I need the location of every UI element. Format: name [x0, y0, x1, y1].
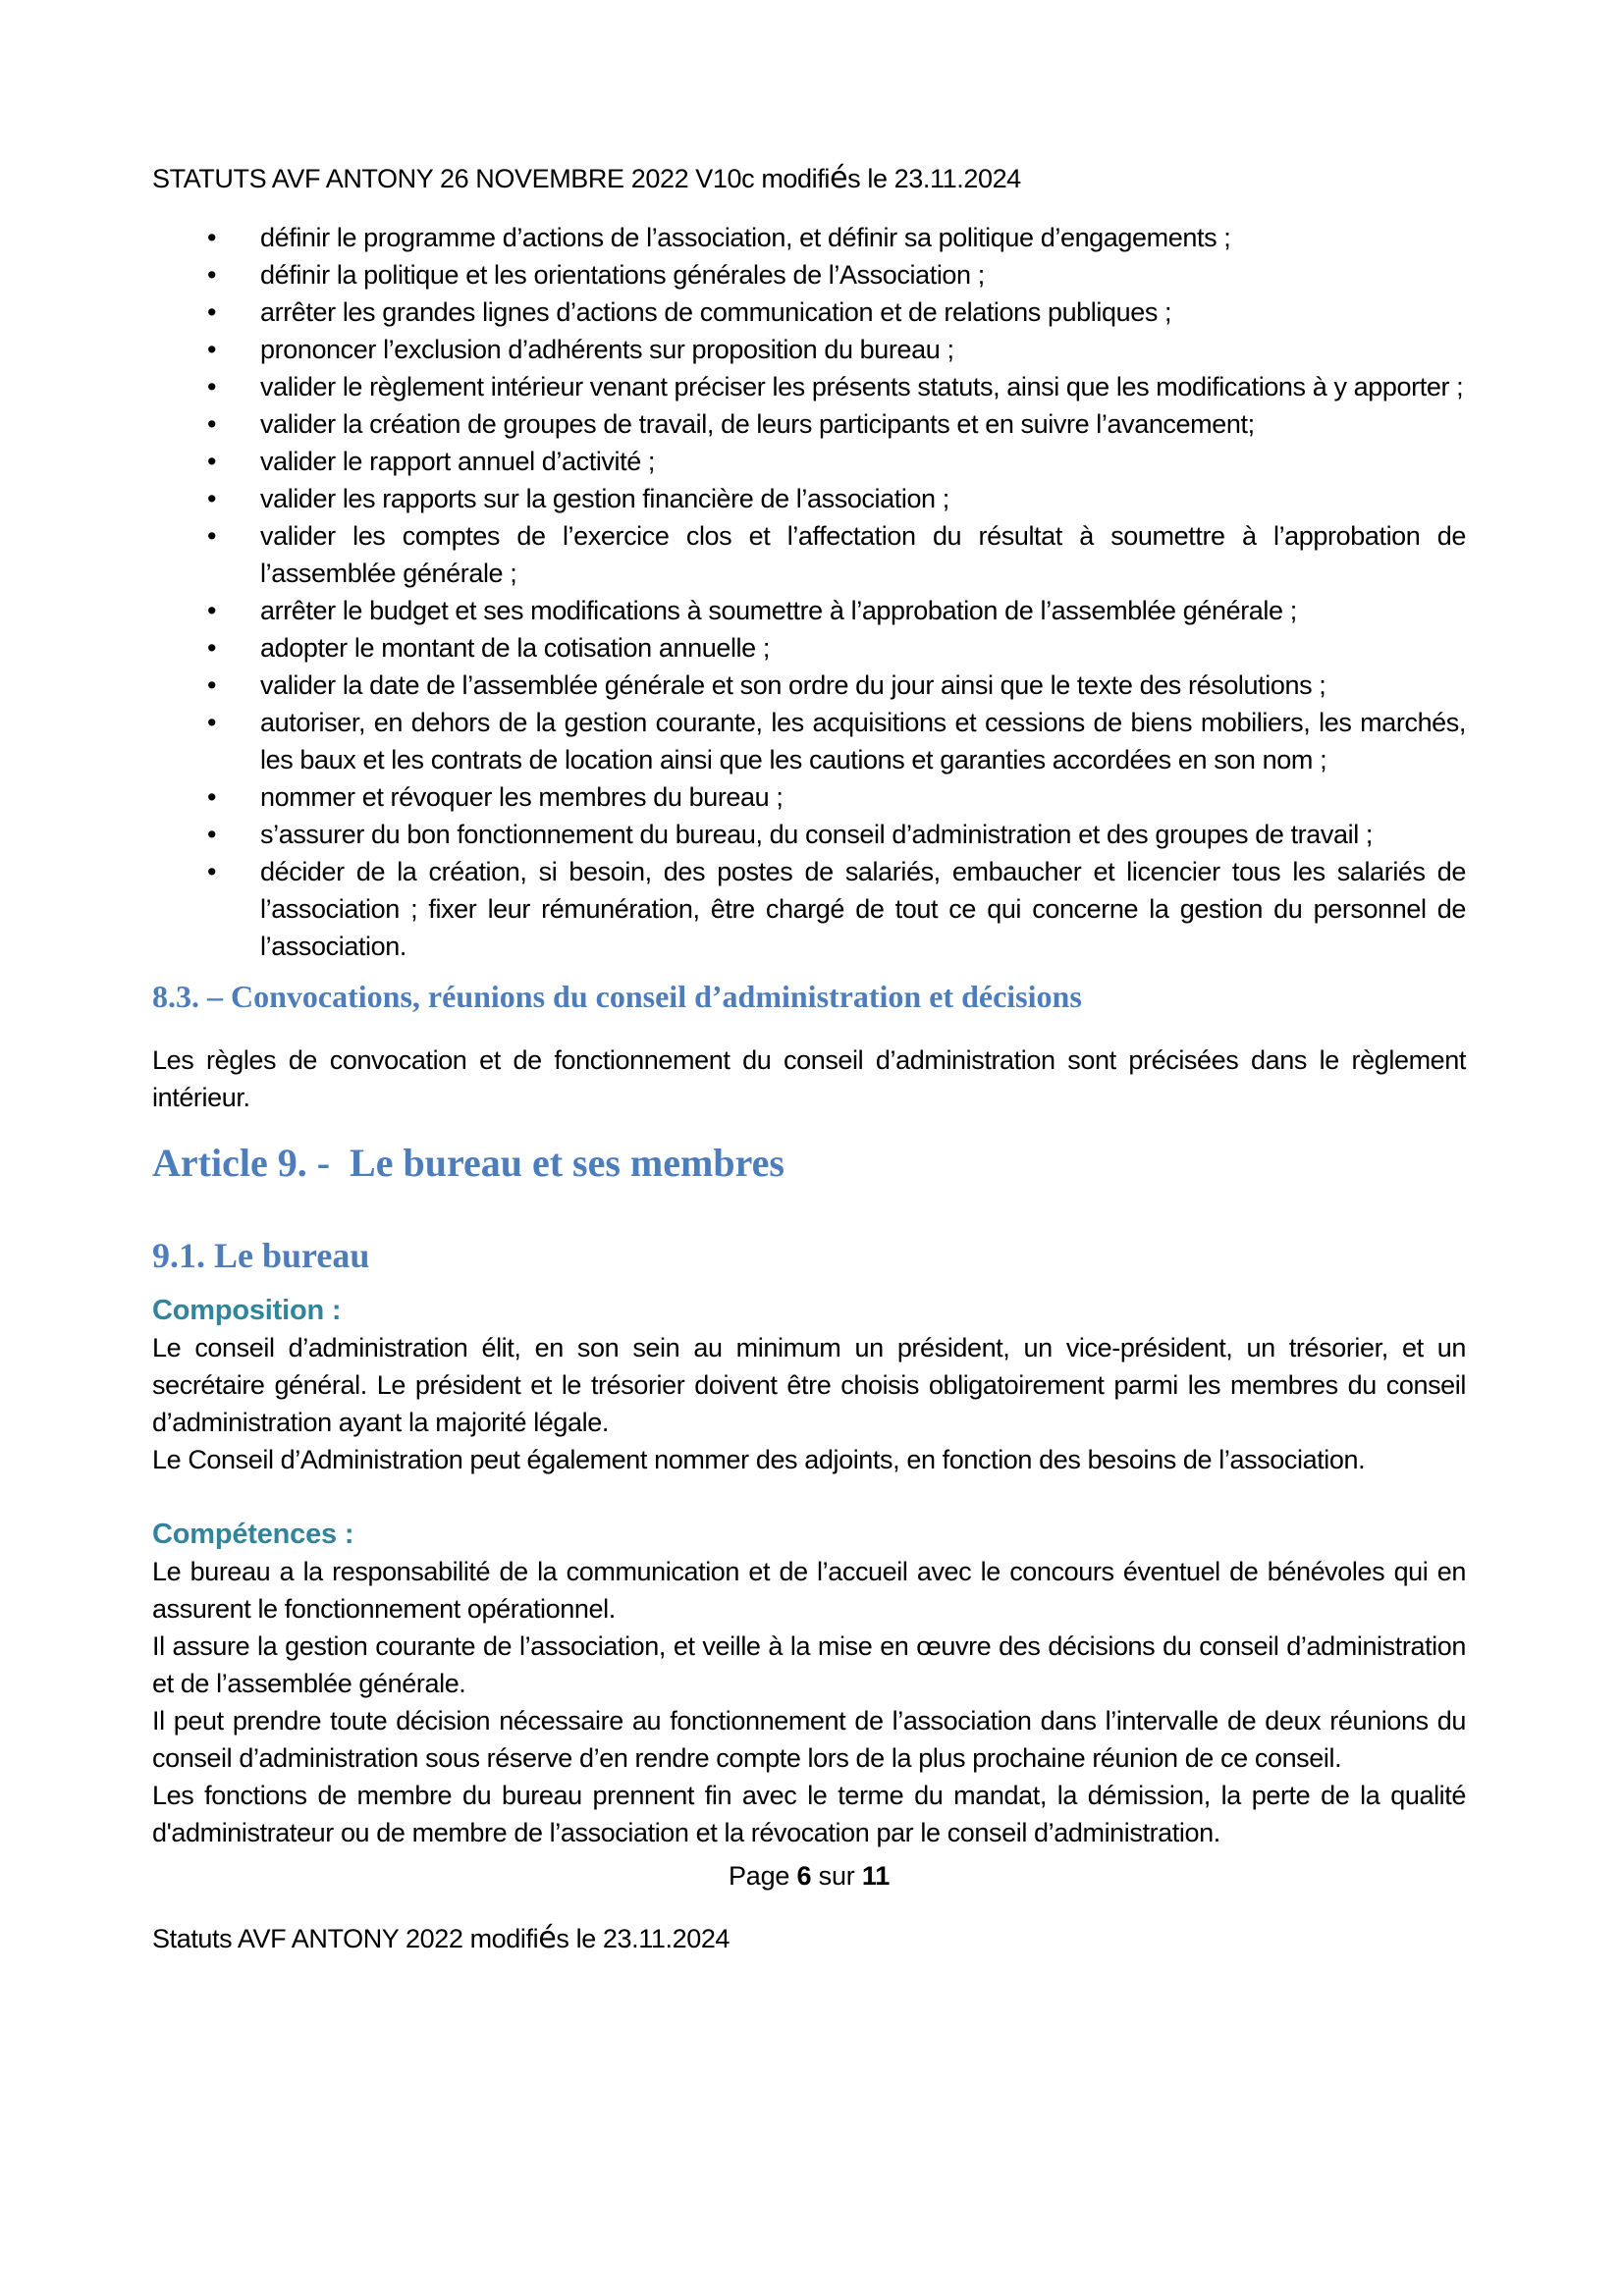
list-item: • arrêter les grandes lignes d’actions de communication et de relations publiques ;	[152, 294, 1466, 331]
document-footer-accent: é	[538, 1921, 557, 1955]
document-header	[152, 160, 1466, 197]
list-item: • définir le programme d’actions de l’association, et définir sa politique d’engagements ;	[152, 219, 1466, 256]
list-item: • valider la création de groupes de travail, de leurs participants et en suivre l’avancement;	[152, 405, 1466, 443]
document-header-text: STATUTS AVF ANTONY 26 NOVEMBRE 2022 V10c modifi	[152, 164, 830, 193]
list-item: • valider les rapports sur la gestion financière de l’association ;	[152, 480, 1466, 517]
list-item: • nommer et révoquer les membres du bureau ;	[152, 778, 1466, 816]
document-header-text-end: s le 23.11.2024	[847, 164, 1021, 193]
list-item: • valider les comptes de l’exercice clos et l’affectation du résultat à soumettre à l’approbation de l’assemblée générale ;	[152, 517, 1466, 592]
section-heading-8-3: 8.3. – Convocations, réunions du conseil d’administration et décisions	[152, 979, 1082, 1014]
page-number	[152, 1857, 1466, 1895]
list-item: • prononcer l’exclusion d’adhérents sur proposition du bureau ;	[152, 331, 1466, 368]
section-heading-9-1: 9.1. Le bureau	[152, 1236, 370, 1275]
competences-label: Compétences :	[152, 1519, 354, 1550]
list-item: • valider la date de l’assemblée générale et son ordre du jour ainsi que le texte des résolutions ;	[152, 667, 1466, 704]
article-9-heading: Article 9. - Le bureau et ses membres	[152, 1141, 784, 1185]
list-item: • arrêter le budget et ses modifications à soumettre à l’approbation de l’assemblée générale ;	[152, 592, 1466, 629]
page-number-separator: sur	[811, 1861, 862, 1891]
list-item: • autoriser, en dehors de la gestion courante, les acquisitions et cessions de biens mobiliers, les marchés, les baux et les contrats de location ainsi que les cautions et garanties accordées en son nom ;	[152, 704, 1466, 778]
list-item: • décider de la création, si besoin, des postes de salariés, embaucher et licencier tous les salariés de l’association ; fixer leur rémunération, être chargé de tout ce qui concerne la gestion du personnel de l’association.	[152, 853, 1466, 965]
list-item: • adopter le montant de la cotisation annuelle ;	[152, 629, 1466, 667]
competences-paragraph-4: Les fonctions de membre du bureau prennent fin avec le terme du mandat, la démission, la perte de la qualité d'administrateur ou de membre de l’association et la révocation par le conseil d’administration.	[152, 1781, 1466, 1847]
document-footer	[152, 1920, 1466, 1957]
list-item: • valider le règlement intérieur venant préciser les présents statuts, ainsi que les modifications à y apporter ;	[152, 368, 1466, 405]
page-number-current: 6	[796, 1861, 812, 1891]
composition-label: Composition :	[152, 1295, 342, 1326]
composition-paragraph-1: Le conseil d’administration élit, en son sein au minimum un président, un vice-président, un trésorier, et un secrétaire général. Le président et le trésorier doivent être choisis obligatoirement parmi les membres du conseil d’administration ayant la majorité légale.	[152, 1333, 1466, 1437]
list-item: • s’assurer du bon fonctionnement du bureau, du conseil d’administration et des groupes de travail ;	[152, 816, 1466, 853]
list-item: • définir la politique et les orientations générales de l’Association ;	[152, 256, 1466, 294]
bullet-list	[152, 219, 1466, 965]
document-footer-text-end: s le 23.11.2024	[556, 1924, 730, 1953]
competences-paragraph-2: Il assure la gestion courante de l’association, et veille à la mise en œuvre des décisions du conseil d’administration et de l’assemblée générale.	[152, 1631, 1466, 1698]
page-number-total: 11	[861, 1861, 891, 1891]
list-item: • valider le rapport annuel d’activité ;	[152, 443, 1466, 480]
document-header-accent: é	[829, 161, 848, 195]
composition-paragraph-2: Le Conseil d’Administration peut également nommer des adjoints, en fonction des besoins de l’association.	[152, 1445, 1366, 1474]
document-footer-text: Statuts AVF ANTONY 2022 modifi	[152, 1924, 539, 1953]
competences-paragraph-3: Il peut prendre toute décision nécessaire au fonctionnement de l’association dans l’intervalle de deux réunions du conseil d’administration sous réserve d’en rendre compte lors de la plus prochaine réunion de ce conseil.	[152, 1706, 1466, 1773]
page-number-word: Page	[728, 1861, 797, 1891]
competences-paragraph-1: Le bureau a la responsabilité de la communication et de l’accueil avec le concours éventuel de bénévoles qui en assurent le fonctionnement opérationnel.	[152, 1557, 1466, 1624]
section-8-3-paragraph: Les règles de convocation et de fonctionnement du conseil d’administration sont précisées dans le règlement intérieur.	[152, 1045, 1466, 1112]
